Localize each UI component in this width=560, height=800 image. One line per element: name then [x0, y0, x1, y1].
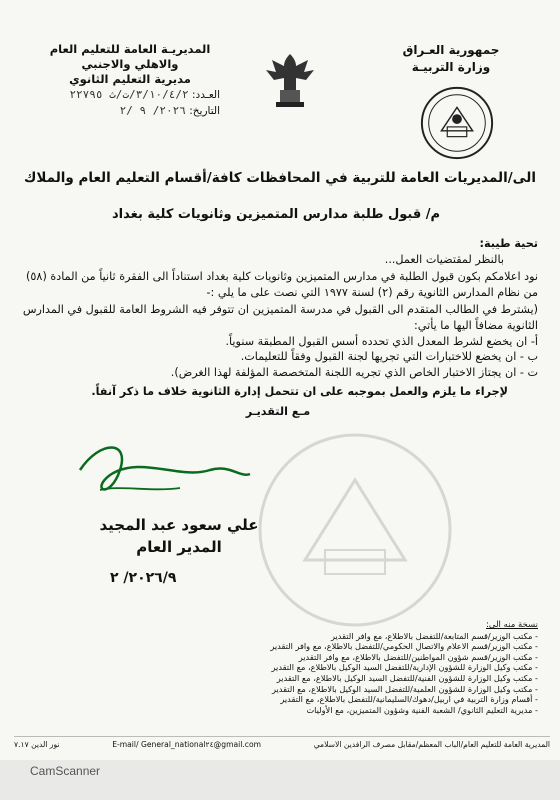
greeting: تحية طيبة: [479, 237, 538, 250]
subject-line: م/ قبول طلبة مدارس المتميزين وثانويات كلية بغداد [111, 207, 441, 222]
signature-block [84, 516, 274, 556]
copy-item: - مديرية التعليم الثانوي/ الشعبة الفنية وشؤون المتميزين، مع الأوليات [306, 704, 538, 715]
scanner-watermark: CamScanner [30, 764, 101, 778]
instruction-line: لإجراء ما يلزم والعمل بموجبه على ان تتحمل إدارة الثانوية خلاف ما ذكر آنفاً. [91, 385, 508, 399]
paragraph-1: نود اعلامكم بكون قبول الطلبة في مدارس المتميزين وثانويات كلية بغداد استناداً الى الفقرة ثانياً من المادة (٥٨) من نظام المدارس الثانوية رقم (٢) لسنة ١٩٧٧ التي نصت على ما يلي :- [26, 270, 538, 299]
closing-regards: مـع التقديـر [245, 404, 311, 418]
paragraph-2: (يشترط في الطالب المتقدم الى القبول في مدرسة المتميزين ان تتوفر فيه الشروط العامة للقبول في المدارس الثانوية مضافاً اليها ما يأتي: [22, 303, 538, 332]
directorate-line-1: المديريـة العامة للتعليم العام [49, 42, 211, 56]
handwritten-signature-icon [60, 430, 260, 510]
copy-item: - مكتب الوزير/قسم الاعلام والاتصال الحكومي/للتفضل بالاطلاع، مع وافر التقدير [270, 641, 538, 652]
intro-line: بالنظر لمقتضيات العمل... [384, 252, 504, 266]
copy-item: - مكتب الوزير/قسم شؤون المواطنين/للتفضل بالاطلاع، مع وافر التقدير [298, 651, 538, 662]
footer-address: المديرية العامة للتعليم العام/الباب المعظم/مقابل مصرف الرافدين الاسلامي [313, 740, 550, 749]
letter-footer [14, 736, 550, 749]
footer-code: نور الدين ٧.١٧ [14, 740, 60, 749]
ministry-seal-icon [418, 84, 496, 162]
copy-item: - أقسام وزارة التربية في اربيل/دهوك/السليمانية/للتفضل بالاطلاع، مع التقدير [280, 694, 538, 705]
ministry-header [376, 42, 526, 76]
country-name: جمهورية العـراق [402, 43, 500, 57]
letter-body [18, 236, 538, 420]
copies-list [18, 620, 538, 715]
signatory-name: علي سعود عبد المجيد [99, 516, 259, 534]
signatory-title: المدير العام [136, 538, 222, 556]
reference-number [40, 87, 220, 103]
directorate-header [40, 42, 220, 119]
signature-date: ٢٠٢٦/٩/ ٢ [110, 570, 177, 586]
condition-a: أ- ان يخضع لشرط المعدل الذي تحدده أسس القبول المطبقة سنوياً. [225, 334, 538, 348]
addressee: الى/المديريات العامة للتربية في المحافظات كافة/أقسام التعليم العام والملاك [24, 170, 536, 186]
ministry-name: وزارة التربيـة [411, 60, 491, 74]
ref-label: العـدد: [192, 89, 220, 101]
copy-item: - مكتب وكيل الوزارة للشؤون العلمية/للتفضل السيد الوكيل بالاطلاع، مع التقدير [272, 683, 538, 694]
ref-value: ٣/١٠/٤/٢/ت/ث ٢٢٧٩٥ [69, 88, 189, 101]
letter-date [40, 103, 220, 119]
date-value: ٢٠٢٦/ ٩ /٢ [119, 104, 186, 117]
copy-item: - مكتب وكيل الوزارة للشؤون الفنية/للتفضل السيد الوكيل بالاطلاع، مع التقدير [276, 672, 538, 683]
date-label: التاريخ: [189, 105, 220, 117]
footer-email: E-mail/ General_national٢٤@gmail.com [112, 740, 261, 749]
copies-title: نسخة منه الى: [486, 620, 538, 630]
condition-c: ت - ان يجتاز الاختبار الخاص الذي تجريه اللجنة المتخصصة المؤلفة لهذا الغرض). [170, 365, 538, 379]
directorate-line-3: مديرية التعليم الثانوي [69, 72, 191, 86]
directorate-line-2: والاهلي والاجنبي [81, 57, 179, 71]
iraq-eagle-emblem-icon [262, 48, 318, 110]
copy-item: - مكتب الوزير/قسم المتابعة/للتفضل بالاطلاع، مع وافر التقدير [331, 630, 538, 641]
copy-item: - مكتب وكيل الوزارة للشؤون الإدارية/للتفضل السيد الوكيل بالاطلاع، مع التقدير [271, 662, 538, 673]
condition-b: ب - ان يخضع للاختبارات التي تجريها لجنة القبول وفقاً للتعليمات. [240, 350, 538, 364]
